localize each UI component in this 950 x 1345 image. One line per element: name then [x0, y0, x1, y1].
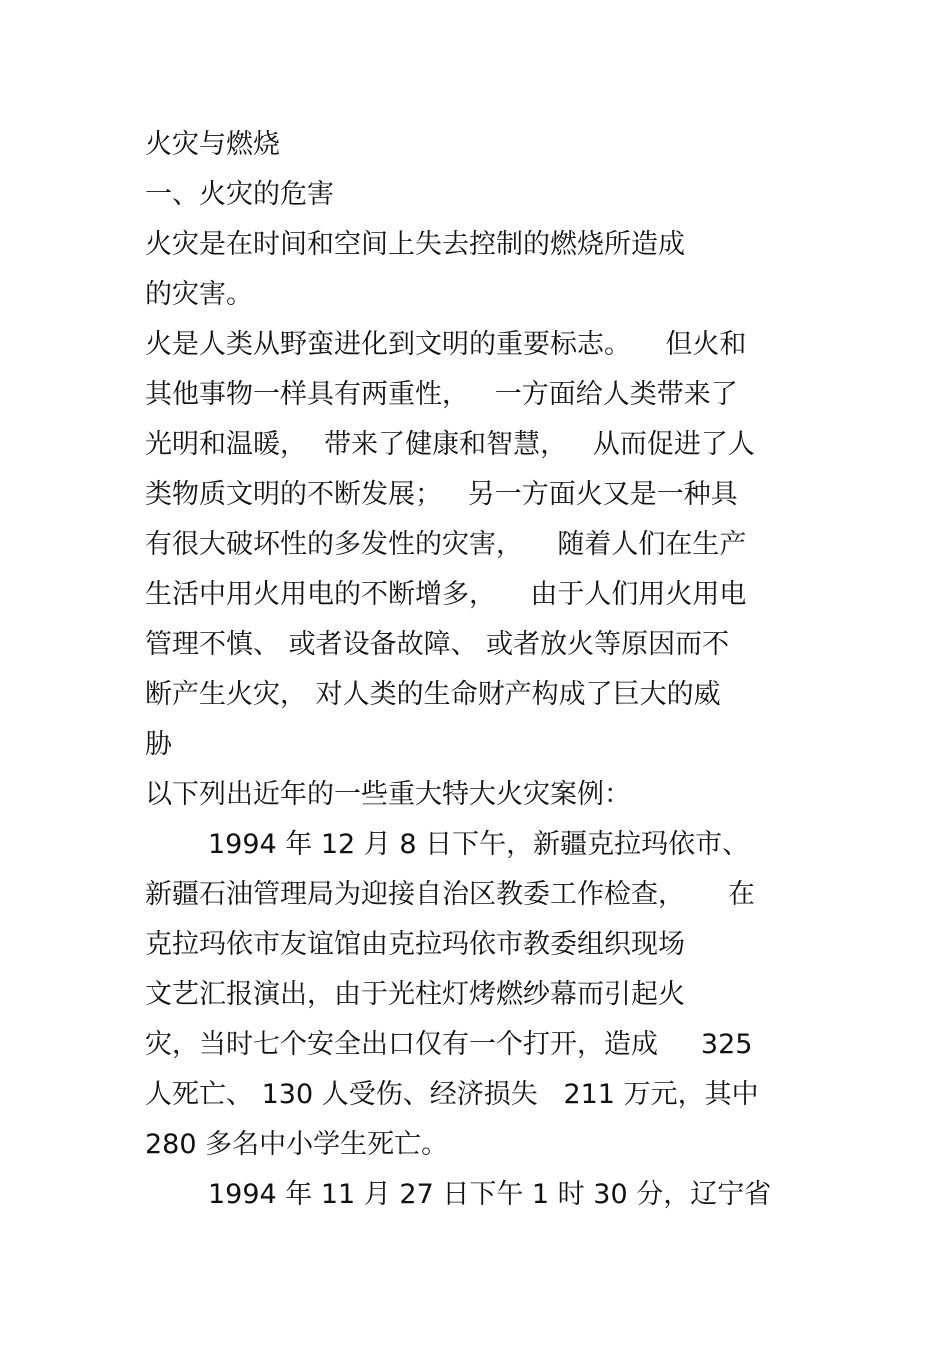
text-line: 以下列出近年的一些重大特大火灾案例：: [145, 779, 631, 810]
text-line: 新疆石油管理局为迎接自治区教委工作检查， 在: [145, 879, 755, 910]
text-line: 克拉玛依市友谊馆由克拉玛依市教委组织现场: [145, 929, 685, 960]
text-line: 280 多名中小学生死亡。: [145, 1129, 449, 1160]
section-heading: 一、火灾的危害: [145, 179, 334, 210]
text-line: 人死亡、 130 人受伤、经济损失 211 万元，其中: [145, 1079, 759, 1110]
text-line: 火是人类从野蛮进化到文明的重要标志。 但火和: [145, 329, 747, 360]
text-line: 1994 年 12 月 8 日下午，新疆克拉玛依市、: [208, 829, 750, 860]
text-line: 有很大破坏性的多发性的灾害， 随着人们在生产: [145, 529, 747, 560]
text-line: 1994 年 11 月 27 日下午 1 时 30 分，辽宁省: [208, 1179, 772, 1210]
text-line: 类物质文明的不断发展； 另一方面火又是一种具: [145, 479, 738, 510]
text-line: 生活中用火用电的不断增多， 由于人们用火用电: [145, 579, 747, 610]
text-line: 其他事物一样具有两重性， 一方面给人类带来了: [145, 379, 738, 410]
text-line: 火灾是在时间和空间上失去控制的燃烧所造成: [145, 229, 685, 260]
text-line: 的灾害。: [145, 279, 253, 310]
text-line: 文艺汇报演出，由于光柱灯烤燃纱幕而引起火: [145, 979, 685, 1010]
text-line: 灾，当时七个安全出口仅有一个打开，造成 325: [145, 1029, 753, 1060]
text-line: 胁: [145, 729, 172, 760]
text-line: 光明和温暖， 带来了健康和智慧， 从而促进了人: [145, 429, 755, 460]
text-line: 断产生火灾， 对人类的生命财产构成了巨大的威: [145, 679, 721, 710]
document-title: 火灾与燃烧: [145, 129, 280, 160]
text-line: 管理不慎、 或者设备故障、 或者放火等原因而不: [145, 629, 730, 660]
